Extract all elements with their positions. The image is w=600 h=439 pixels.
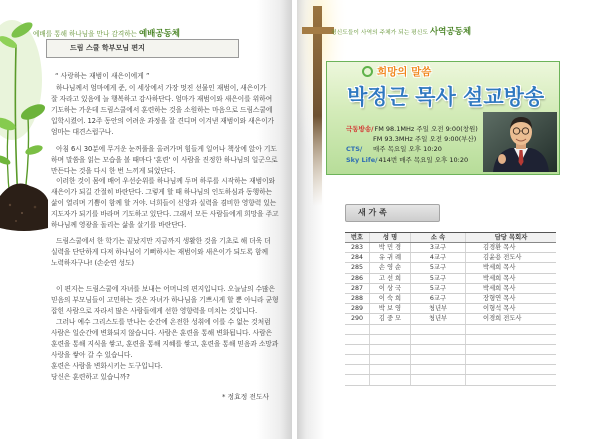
member-pastor-cell: 이경희 전도사 [465, 314, 556, 323]
empty-cell [465, 335, 556, 344]
banner-subtitle: 희망의 말씀 [377, 66, 432, 78]
empty-cell [369, 345, 410, 354]
empty-cell [369, 325, 410, 334]
letter-paragraph [51, 236, 271, 269]
broadcast-detail: 매주 목요일 오후 10:20 [373, 145, 442, 154]
letter-line: 훈련을 통해 지식을 쌓고, 훈련을 통해 지혜를 쌓고, 훈련을 통해 믿음과 소망과 [51, 340, 279, 348]
member-group-cell: 5교구 [410, 284, 465, 293]
broadcast-channel [346, 134, 372, 144]
member-name-cell: 이 상 국 [369, 284, 410, 293]
empty-cell [345, 365, 369, 374]
empty-cell [345, 355, 369, 364]
empty-cell [410, 335, 465, 344]
letter-line: 믿음의 부모님들이 고민하는 것은 자녀가 하나님을 기쁘시게 할 뿐 아니라 균형 [51, 296, 279, 304]
letter-paragraph [51, 317, 278, 383]
empty-cell [410, 365, 465, 374]
letter-line: 이 편지는 드림스쿨에 자녀를 보내는 어머니의 편지입니다. 오늘날의 수많은 [56, 285, 275, 293]
header-community-name: 예배공동체 [138, 29, 180, 39]
empty-table-row [345, 375, 556, 385]
letter-line: 실력을 단단하게 다져 하나님이 기뻐하시는 재범이와 새은이가 되도록 함께 [51, 248, 268, 256]
empty-table-row [345, 355, 556, 365]
broadcast-channel: Sky Life/ [346, 155, 378, 164]
letter-paragraph [51, 83, 274, 138]
empty-cell [465, 355, 556, 364]
member-name-cell: 박 보 영 [369, 304, 410, 313]
letter-line: 새은이가 되길 간절히 바란단다. 그렇게 할 때 하나님의 인도하심과 동행하는 [51, 188, 273, 196]
member-name-cell: 유 귀 례 [369, 253, 410, 262]
broadcast-schedule [346, 124, 478, 165]
letter-line: 입학시켰어. 12주 동안의 어려운 과정을 잘 견디며 이겨낸 재범이와 새은이가 [51, 117, 275, 125]
letter-paragraph [51, 176, 279, 231]
letter-line: 만든다는 것을 다시 한 번 느끼게 되었단다. [51, 167, 176, 175]
broadcast-channel: 극동방송/ [346, 125, 374, 133]
broadcast-line [346, 124, 478, 134]
member-name-cell: 박 민 경 [369, 243, 410, 252]
empty-cell [345, 345, 369, 354]
member-number-cell: 288 [350, 294, 364, 302]
empty-cell [369, 355, 410, 364]
letter-greeting: “ 사랑하는 재범이 새은이에게 ” [55, 72, 150, 80]
letter-line: 지도자가 되기를 바라며 기도하고 있단다. 그래서 모든 사람들에게 희망을 주고 [51, 210, 279, 218]
broadcast-detail: FM 93.3MHz 주일 오전 9:00(부산) [373, 135, 477, 144]
letter-line: 이러한 것이 몸에 배어 우선순위를 하나님께 두며 하루를 시작하는 재범이와 [56, 177, 275, 185]
table-row [345, 284, 556, 294]
broadcast-detail: FM 98.1MHz 주일 오전 9:00(창원) [374, 125, 478, 133]
letter-line: 잡힌 사람으로 자라서 많은 사람들에게 선한 영향력을 미치는 것입니다. [51, 307, 258, 315]
member-pastor-cell: 이형석 목사 [465, 304, 556, 313]
letter-paragraph [51, 144, 278, 177]
empty-cell [369, 375, 410, 384]
member-group-cell: 4교구 [410, 253, 465, 262]
table-row [345, 263, 556, 273]
member-number-cell: 283 [350, 244, 364, 251]
member-group-cell: 6교구 [410, 294, 465, 303]
column-header-pastor: 담당 목회자 [465, 233, 556, 242]
ring-decoration-icon [362, 66, 373, 77]
member-group-cell: 3교구 [410, 243, 465, 252]
table-row [345, 314, 556, 324]
member-pastor-cell: 김경환 목사 [465, 243, 556, 252]
broadcast-channel: CTS/ [346, 145, 363, 154]
header-tagline: 평신도들이 사역의 주체가 되는 평신도 [331, 30, 428, 36]
letter-line: 훈련은 사람을 변화시키는 도구입니다. [51, 362, 163, 370]
column-header-group: 소 속 [410, 233, 465, 242]
new-members-title: 새 가 족 [358, 208, 387, 217]
banner-title: 박정근 목사 설교방송 [347, 85, 545, 109]
member-group-cell: 5교구 [410, 274, 465, 283]
member-number-cell: 286 [350, 274, 364, 282]
header-community-name: 사역공동체 [429, 27, 472, 37]
table-body [345, 243, 556, 386]
member-name-cell: 김 중 모 [369, 314, 410, 323]
column-header-name: 성 명 [369, 233, 410, 242]
table-row [345, 274, 556, 284]
letter-line: 사람은 일순간에 변화되지 않습니다. 사람은 훈련을 통해 변화됩니다. 사람은 [51, 329, 273, 337]
column-header-number: 번호 [350, 234, 364, 241]
letter-signature: * 정효정 전도사 [222, 393, 270, 401]
empty-cell [465, 345, 556, 354]
empty-table-row [345, 335, 556, 345]
page-header [33, 21, 180, 40]
table-row [345, 294, 556, 304]
letter-title-box [46, 39, 239, 58]
member-pastor-cell: 장형연 목사 [465, 294, 556, 303]
empty-table-row [345, 325, 556, 335]
empty-cell [410, 375, 465, 384]
member-group-cell: 5교구 [410, 263, 465, 272]
empty-cell [465, 365, 556, 374]
letter-line: 당신은 훈련하고 있습니까? [51, 373, 130, 381]
empty-cell [345, 375, 369, 384]
member-number-cell: 290 [350, 315, 364, 323]
broadcast-line [346, 144, 478, 154]
empty-cell [410, 345, 465, 354]
letter-line: 삶이 열리며 기쁨이 함께 할 거야. 너희들이 신앙과 실력을 겸비한 영향력 있는 [51, 199, 277, 207]
header-tagline: 예배를 통해 하나님을 만나 감격하는 [33, 30, 137, 38]
member-group-cell: 청년부 [410, 304, 465, 313]
member-number-cell: 285 [350, 264, 364, 272]
member-name-cell: 이 숙 희 [369, 294, 410, 303]
letter-line: 사랑을 쌓아 갈 수 있습니다. [51, 351, 133, 359]
broadcast-line [346, 155, 478, 165]
broadcast-line [346, 134, 478, 144]
member-number-cell: 287 [350, 284, 364, 292]
empty-cell [369, 335, 410, 344]
empty-cell [410, 325, 465, 334]
member-group-cell: 청년부 [410, 314, 465, 323]
empty-cell [345, 325, 369, 334]
table-row [345, 243, 556, 253]
letter-line: 아침 6시 30분에 무거운 눈꺼풀을 올려가며 힘들게 일어나 책상에 앉아 기도 [56, 145, 277, 153]
empty-cell [465, 375, 556, 384]
member-name-cell: 손 영 순 [369, 263, 410, 272]
member-number-cell: 289 [350, 305, 364, 313]
empty-cell [369, 365, 410, 374]
table-row [345, 253, 556, 263]
table-row [345, 304, 556, 314]
empty-cell [465, 325, 556, 334]
letter-line: 노력하자구나! (손순연 성도) [51, 259, 134, 267]
letter-line: 엄마는 대견스럽구나. [51, 128, 114, 136]
pastor-photo [483, 112, 557, 172]
new-members-heading [345, 204, 440, 222]
empty-cell [345, 335, 369, 344]
member-pastor-cell: 박세희 목사 [465, 284, 556, 293]
letter-line: 그러나 예수 그리스도를 만나는 순간에 온전한 성취에 이를 수 없는 것처럼 [56, 318, 271, 326]
letter-paragraph [51, 284, 279, 317]
member-pastor-cell: 김윤용 전도사 [465, 253, 556, 262]
broadcast-detail: 414번 매주 목요일 오후 10:20 [378, 155, 469, 164]
page-header [331, 19, 471, 38]
letter-line: 하며 말씀을 읽는 모습을 볼 때마다 '훈련' 이 사람을 진정한 하나님의 일군으로 [51, 156, 278, 164]
member-pastor-cell: 박세희 목사 [465, 274, 556, 283]
empty-table-row [345, 345, 556, 355]
letter-title: 드림 스쿨 학부모님 편지 [70, 44, 145, 52]
member-name-cell: 고 선 희 [369, 274, 410, 283]
letter-line: 하나님께 영광을 돌리는 삶을 살기를 바란단다. [51, 221, 187, 229]
member-number-cell: 284 [350, 254, 364, 262]
member-pastor-cell: 박세희 목사 [465, 263, 556, 272]
letter-line: 드림스쿨에서 한 학기는 끝났지만 지금까지 생활한 것을 기초로 해 더욱 더 [56, 237, 271, 245]
letter-line: 기도하는 가운데 드림스쿨에서 훈련하는 것을 소원하는 마음으로 드림스쿨에 [51, 106, 273, 114]
letter-line: 하나님께서 엄마에게 준, 이 세상에서 가장 멋진 선물인 재범이, 새은이가 [56, 84, 267, 92]
empty-cell [410, 355, 465, 364]
sermon-broadcast-banner [326, 61, 560, 175]
empty-table-row [345, 365, 556, 375]
new-members-table [345, 232, 556, 386]
letter-line: 잘 자라고 있음에 늘 행복하고 감사하단다. 엄마가 재범이와 새은이를 위하여 [51, 95, 273, 103]
table-header-row [345, 232, 556, 243]
